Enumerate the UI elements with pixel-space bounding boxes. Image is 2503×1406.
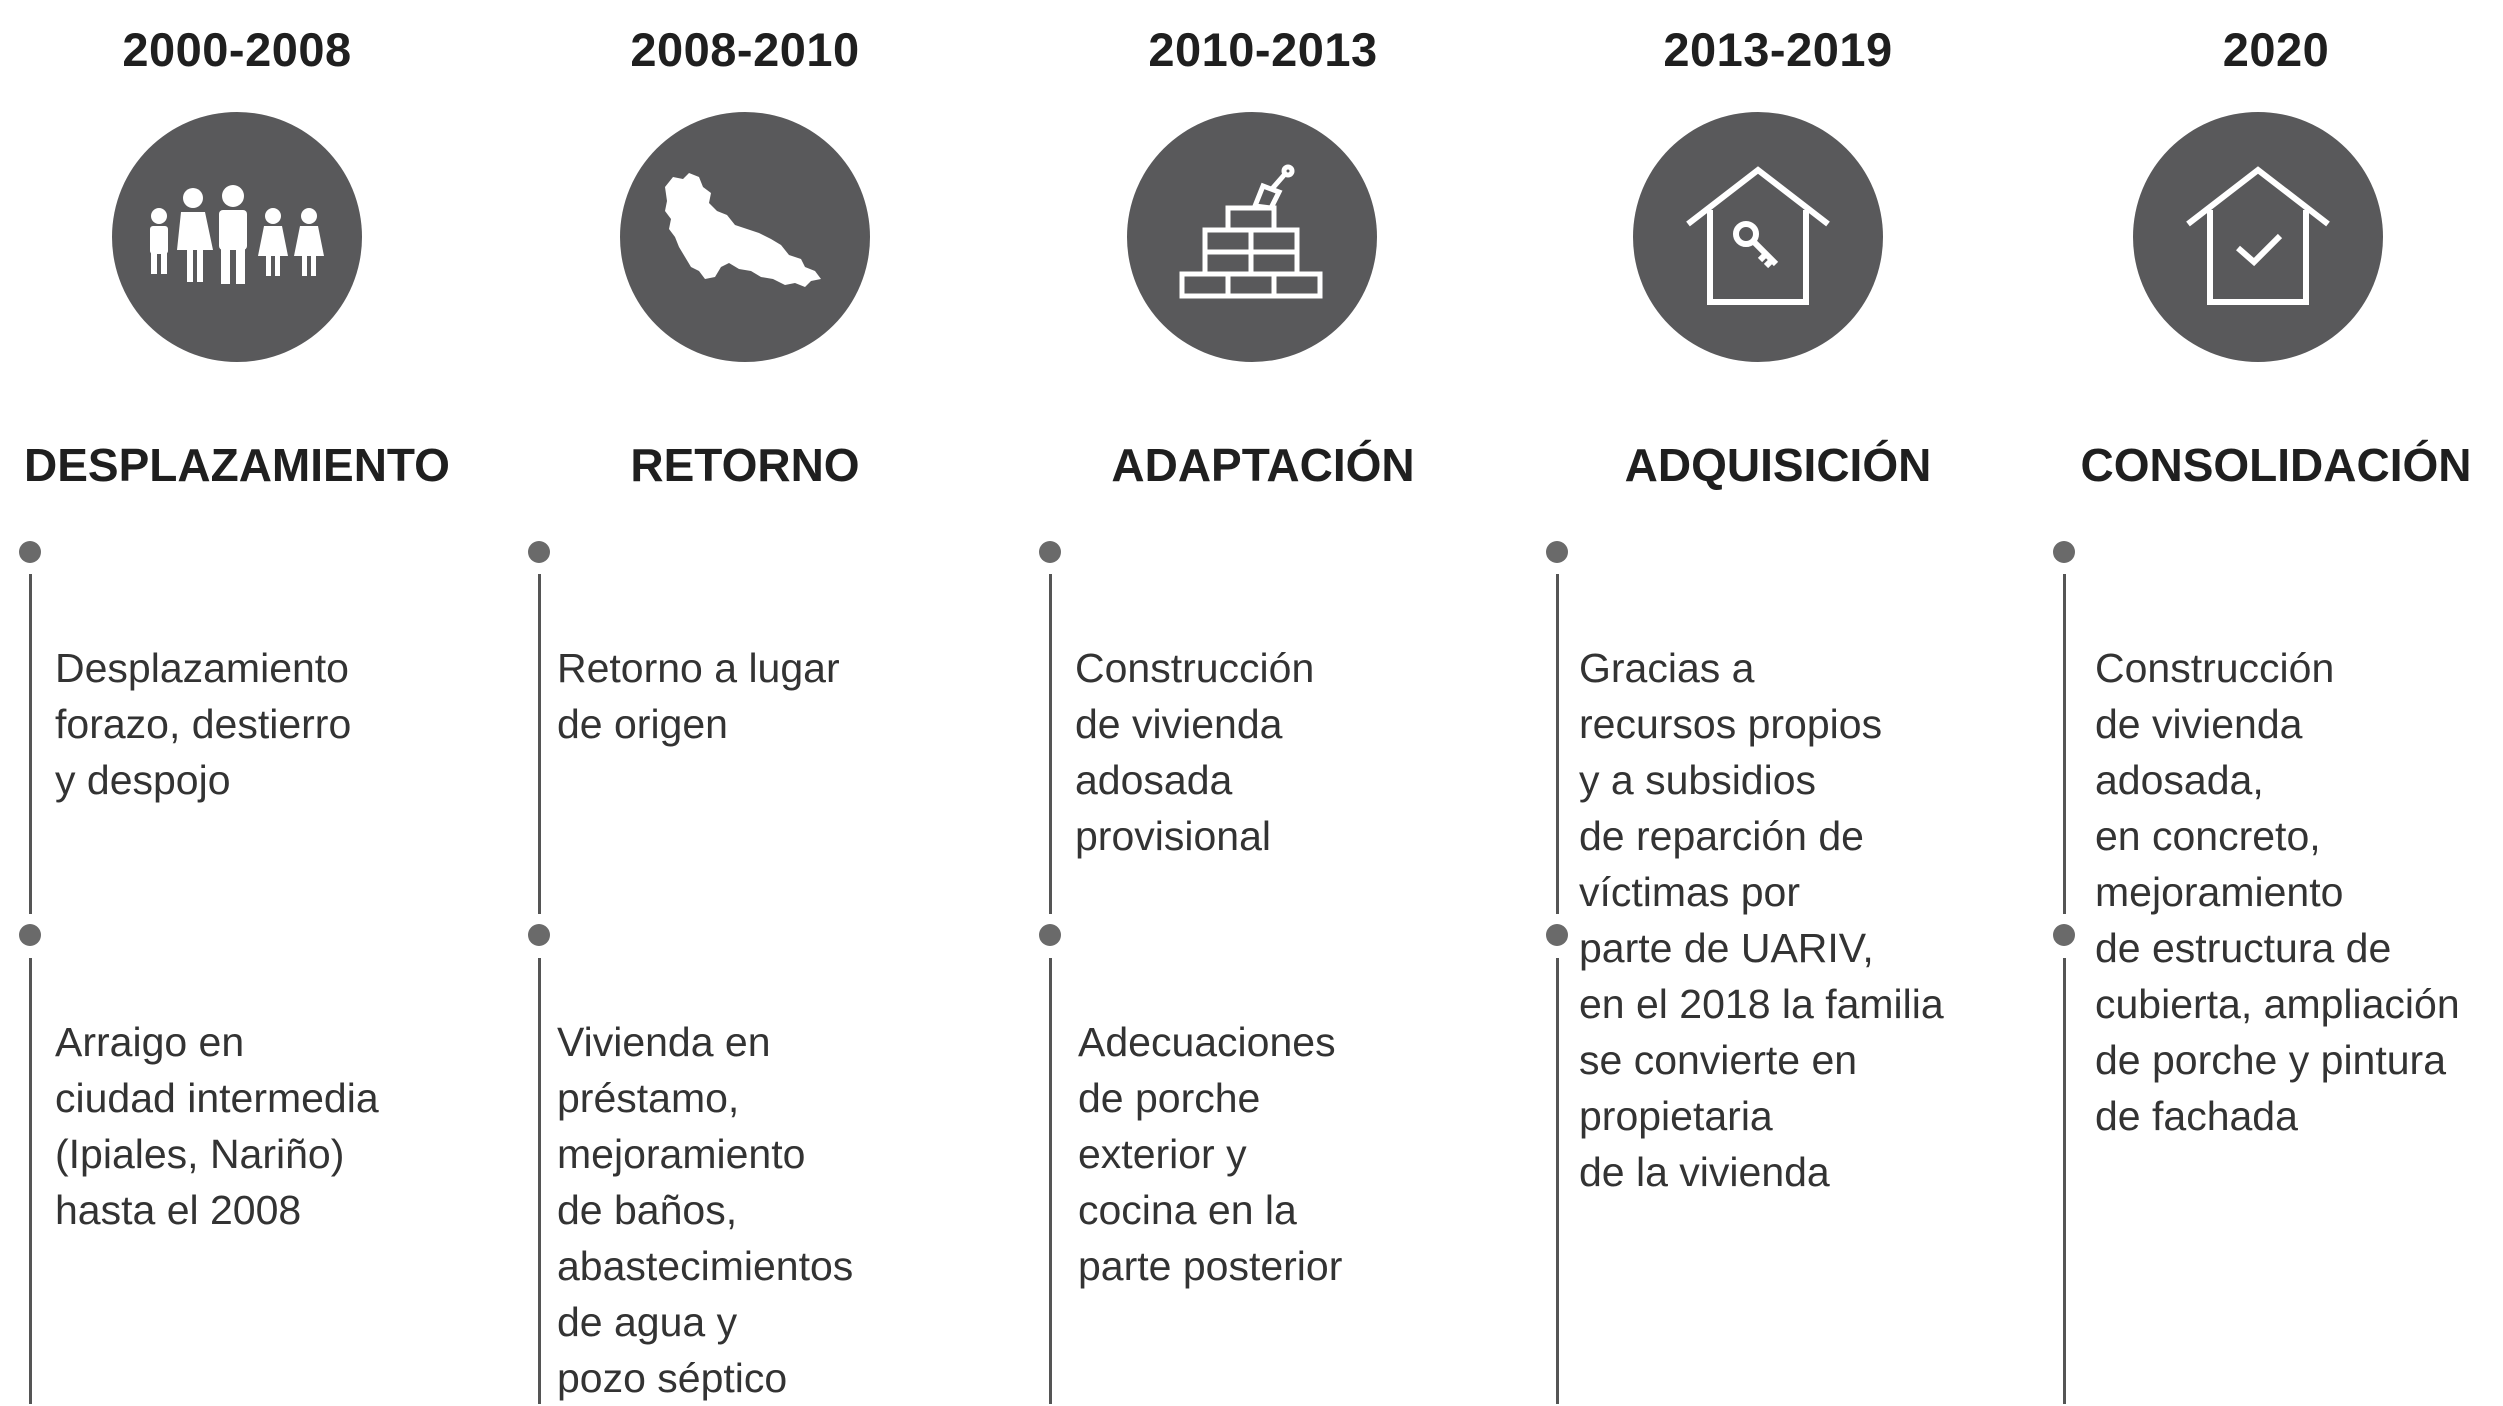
timeline-dot-top xyxy=(19,541,41,563)
timeline-dot-middle xyxy=(1546,924,1568,946)
timeline-line-lower xyxy=(29,958,32,1404)
timeline-line-upper xyxy=(1556,574,1559,914)
timeline-dot-top xyxy=(1546,541,1568,563)
stage-year: 2000-2008 xyxy=(122,23,352,76)
timeline-line-lower xyxy=(1049,958,1052,1404)
timeline-dot-middle xyxy=(1039,924,1061,946)
stage-year: 2013-2019 xyxy=(1663,23,1893,76)
bricks-trowel-icon xyxy=(1167,162,1337,312)
stage-first-description: Construcción de vivienda adosada provisional xyxy=(1075,645,1315,859)
stage-year: 2010-2013 xyxy=(1148,23,1378,76)
timeline-stage-2 xyxy=(500,0,1010,1404)
timeline-stage-4 xyxy=(1520,0,2020,1404)
stage-icon-circle xyxy=(2133,112,2383,362)
timeline-stage-1 xyxy=(0,0,500,1404)
stage-first-description: Retorno a lugar de origen xyxy=(557,645,840,747)
stage-icon-circle xyxy=(1633,112,1883,362)
timeline-dot-middle xyxy=(19,924,41,946)
stage-second-description: Adecuaciones de porche exterior y cocina en la parte posterior xyxy=(1078,1019,1343,1289)
timeline-dot-middle xyxy=(2053,924,2075,946)
stage-icon-circle xyxy=(112,112,362,362)
timeline-dot-top xyxy=(528,541,550,563)
stage-first-description: Desplazamiento forazo, destierro y despojo xyxy=(55,645,352,803)
timeline-line-upper xyxy=(1049,574,1052,914)
stage-icon-circle xyxy=(620,112,870,362)
stage-phase-title: ADAPTACIÓN xyxy=(1111,439,1415,491)
family-icon xyxy=(137,182,337,292)
timeline-dot-top xyxy=(2053,541,2075,563)
stage-year: 2020 xyxy=(2222,23,2330,76)
stage-first-description: Gracias a recursos propios y a subsidios de reparción de víctimas por parte de UARIV, en el 2018 la familia se convierte en propietaria de la vivienda xyxy=(1579,645,1944,1195)
stage-year: 2008-2010 xyxy=(630,23,860,76)
stage-first-description: Construcción de vivienda adosada, en concreto, mejoramiento de estructura de cubierta, ampliación de porche y pintura de fachada xyxy=(2095,645,2460,1139)
timeline-dot-top xyxy=(1039,541,1061,563)
stage-phase-title: DESPLAZAMIENTO xyxy=(24,439,450,491)
timeline-line-lower xyxy=(2063,958,2066,1404)
stage-icon-circle xyxy=(1127,112,1377,362)
timeline-line-lower xyxy=(538,958,541,1404)
stage-phase-title: CONSOLIDACIÓN xyxy=(2080,439,2472,491)
timeline-stage-3 xyxy=(1010,0,1520,1404)
stage-phase-title: RETORNO xyxy=(630,439,860,491)
territory-map-icon xyxy=(655,167,835,307)
timeline-dot-middle xyxy=(528,924,550,946)
timeline-line-upper xyxy=(29,574,32,914)
stage-second-description: Vivienda en préstamo, mejoramiento de baños, abastecimientos de agua y pozo séptico xyxy=(557,1019,854,1401)
stage-second-description: Arraigo en ciudad intermedia (Ipiales, Nariño) hasta el 2008 xyxy=(55,1019,379,1233)
house-key-icon xyxy=(1678,162,1838,312)
timeline-stage-5 xyxy=(2020,0,2503,1404)
timeline-line-lower xyxy=(1556,958,1559,1404)
timeline-line-upper xyxy=(2063,574,2066,914)
house-check-icon xyxy=(2178,162,2338,312)
timeline-line-upper xyxy=(538,574,541,914)
stage-phase-title: ADQUISICIÓN xyxy=(1624,439,1932,491)
